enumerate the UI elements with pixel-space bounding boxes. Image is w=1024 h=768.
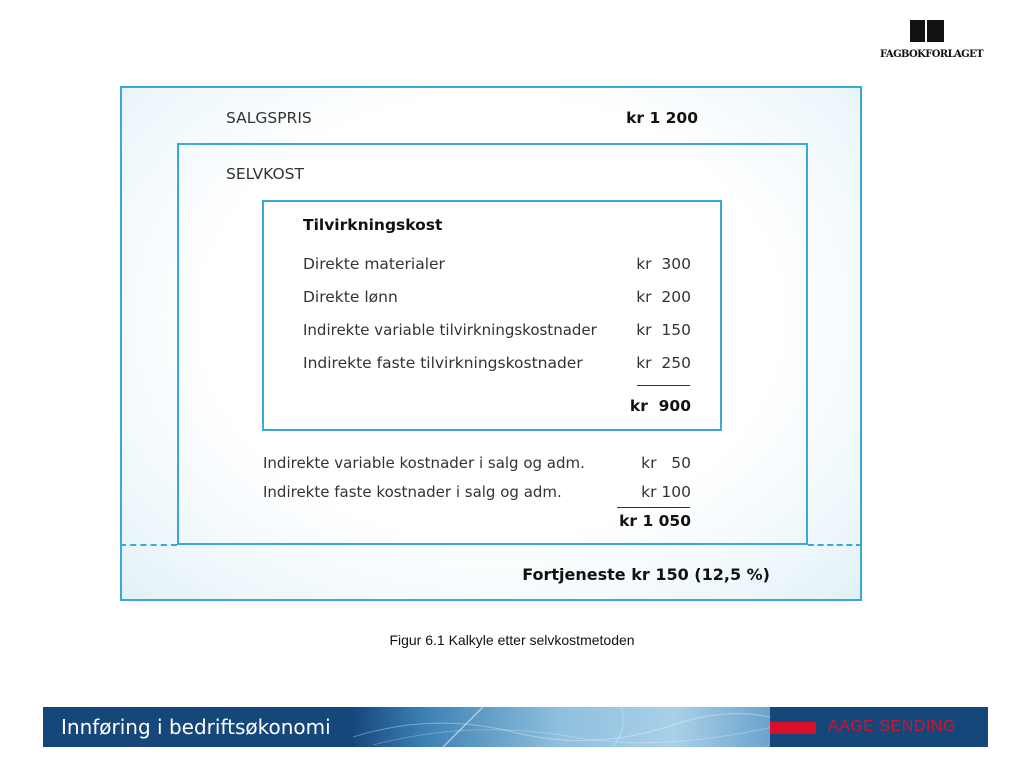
selvkost-total-rule [617, 507, 690, 508]
cost-row-label: Indirekte faste tilvirkningskostnader [303, 354, 583, 372]
book-logo-icon [910, 20, 944, 42]
author-name: AAGE SENDING [828, 718, 956, 735]
tilvirkningskost-heading: Tilvirkningskost [303, 216, 443, 234]
author-accent-bar [770, 722, 816, 734]
publisher-logo [880, 20, 983, 64]
subtotal-rule [637, 385, 690, 386]
cost-row-label: Indirekte faste kostnader i salg og adm. [263, 483, 562, 501]
banner-swirl-graphic [353, 707, 813, 747]
cost-row-value: kr 50 [641, 454, 691, 472]
book-title: Innføring i bedriftsøkonomi [61, 715, 331, 739]
salgspris-value: kr 1 200 [626, 109, 698, 127]
tilvirkningskost-total: kr 900 [629, 397, 691, 415]
cost-row-label: Indirekte variable tilvirkningskostnader [303, 321, 597, 339]
cost-row-value: kr 100 [641, 483, 691, 501]
cost-row-value: kr 200 [636, 288, 691, 306]
profit-divider-left [120, 544, 177, 546]
figure-caption: Figur 6.1 Kalkyle etter selvkostmetoden [389, 632, 635, 648]
cost-row-value: kr 250 [636, 354, 691, 372]
cost-row-label: Indirekte variable kostnader i salg og adm. [263, 454, 585, 472]
footer-banner [43, 707, 988, 747]
selvkost-total: kr 1 050 [619, 512, 691, 530]
author-block [770, 707, 988, 747]
fortjeneste-value: Fortjeneste kr 150 (12,5 %) [522, 565, 770, 584]
salgspris-label: SALGSPRIS [226, 109, 312, 127]
selvkost-label: SELVKOST [226, 165, 304, 183]
banner-decoration [353, 707, 813, 747]
profit-divider-right [808, 544, 862, 546]
publisher-name: FAGBOKFORLAGET [880, 49, 983, 60]
cost-row-value: kr 300 [636, 255, 691, 273]
cost-row-value: kr 150 [636, 321, 691, 339]
cost-row-label: Direkte lønn [303, 288, 398, 306]
cost-row-label: Direkte materialer [303, 255, 445, 273]
